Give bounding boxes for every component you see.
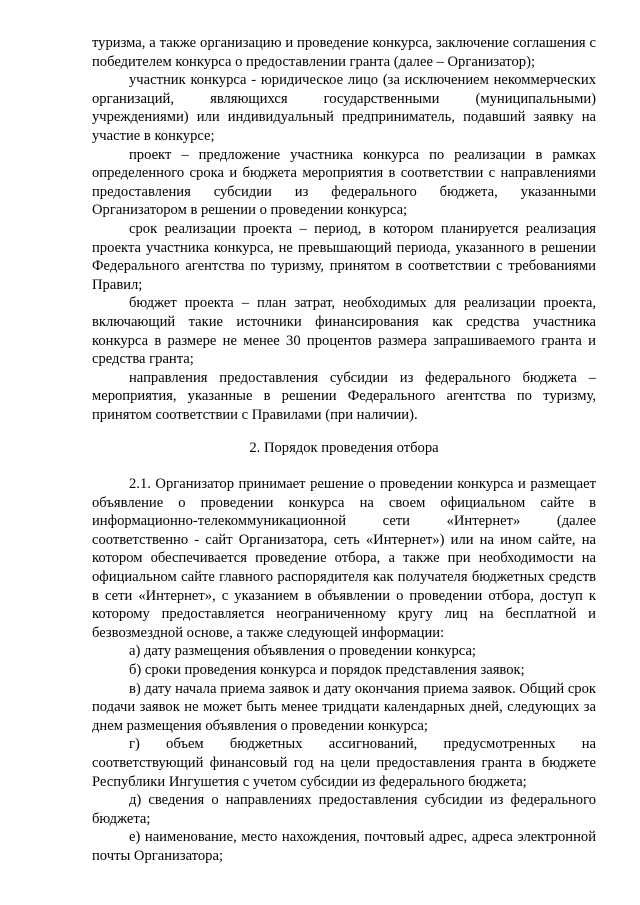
paragraph-subsidy-directions-definition: направления предоставления субсидии из федерального бюджета – мероприятия, указанные в решении Федерального агентства по туризму, принятом соответствии с Правилами (при наличии). xyxy=(92,369,596,423)
paragraph-organizer-definition: туризма, а также организацию и проведение конкурса, заключение соглашения с победителем конкурса о предоставлении гранта (далее – Организатор); xyxy=(92,35,596,70)
section-heading: 2. Порядок проведения отбора xyxy=(249,440,439,457)
list-item-a: а) дату размещения объявления о проведении конкурса; xyxy=(129,643,476,660)
document-page xyxy=(92,34,596,866)
paragraph-project-definition: проект – предложение участника конкурса по реализации в рамках определенного срока и бюджета мероприятия в соответствии с направлениями предоставления субсидии из федерального бюджета, указанными Организатором в решении о проведении конкурса; xyxy=(92,146,596,219)
list-item-e: е) наименование, место нахождения, почтовый адрес, адреса электронной почты Организатора; xyxy=(92,829,596,864)
list-item-v: в) дату начала приема заявок и дату окончания приема заявок. Общий срок подачи заявок не может быть менее тридцати календарных дней, следующих за днем размещения объявления о проведении конкурса; xyxy=(92,680,596,734)
list-item-d: д) сведения о направлениях предоставления субсидии из федерального бюджета; xyxy=(92,792,596,827)
paragraph-2-1: 2.1. Организатор принимает решение о проведении конкурса и размещает объявление о проведении конкурса на своем официальном сайте в информационно-телекоммуникационной сети «Интернет» (далее соответственно - сайт Организатора, сеть «Интернет») или на ином сайте, на котором обеспечивается проведение отбора, а также при необходимости на официальном сайте главного распорядителя как получателя бюджетных средств в сети «Интернет», с указанием в объявлении о проведении отбора, доступ к которому предоставляется неограниченному кругу лиц на бесплатной и безвозмездной основе, а также следующей информации: xyxy=(92,476,596,641)
list-item-b: б) сроки проведения конкурса и порядок представления заявок; xyxy=(129,662,525,678)
paragraph-participant-definition: участник конкурса - юридическое лицо (за исключением некоммерческих организаций, являющихся государственными (муниципальными) учреждениями) или индивидуальный предприниматель, подавший заявку на участие в конкурсе; xyxy=(92,72,596,144)
list-item-g: г) объем бюджетных ассигнований, предусмотренных на соответствующий финансовый год на цели предоставления гранта в бюджете Республики Ингушетия с учетом субсидии из федерального бюджета; xyxy=(92,736,596,790)
paragraph-project-term-definition: срок реализации проекта – период, в котором планируется реализация проекта участника конкурса, не превышающий периода, указанного в решении Федерального агентства по туризму, принятом в соответствии с требованиями Правил; xyxy=(92,220,596,293)
paragraph-project-budget-definition: бюджет проекта – план затрат, необходимых для реализации проекта, включающий такие источники финансирования как средства участника конкурса в размере не менее 30 процентов размера запрашиваемого гранта и средства гранта; xyxy=(92,295,596,368)
